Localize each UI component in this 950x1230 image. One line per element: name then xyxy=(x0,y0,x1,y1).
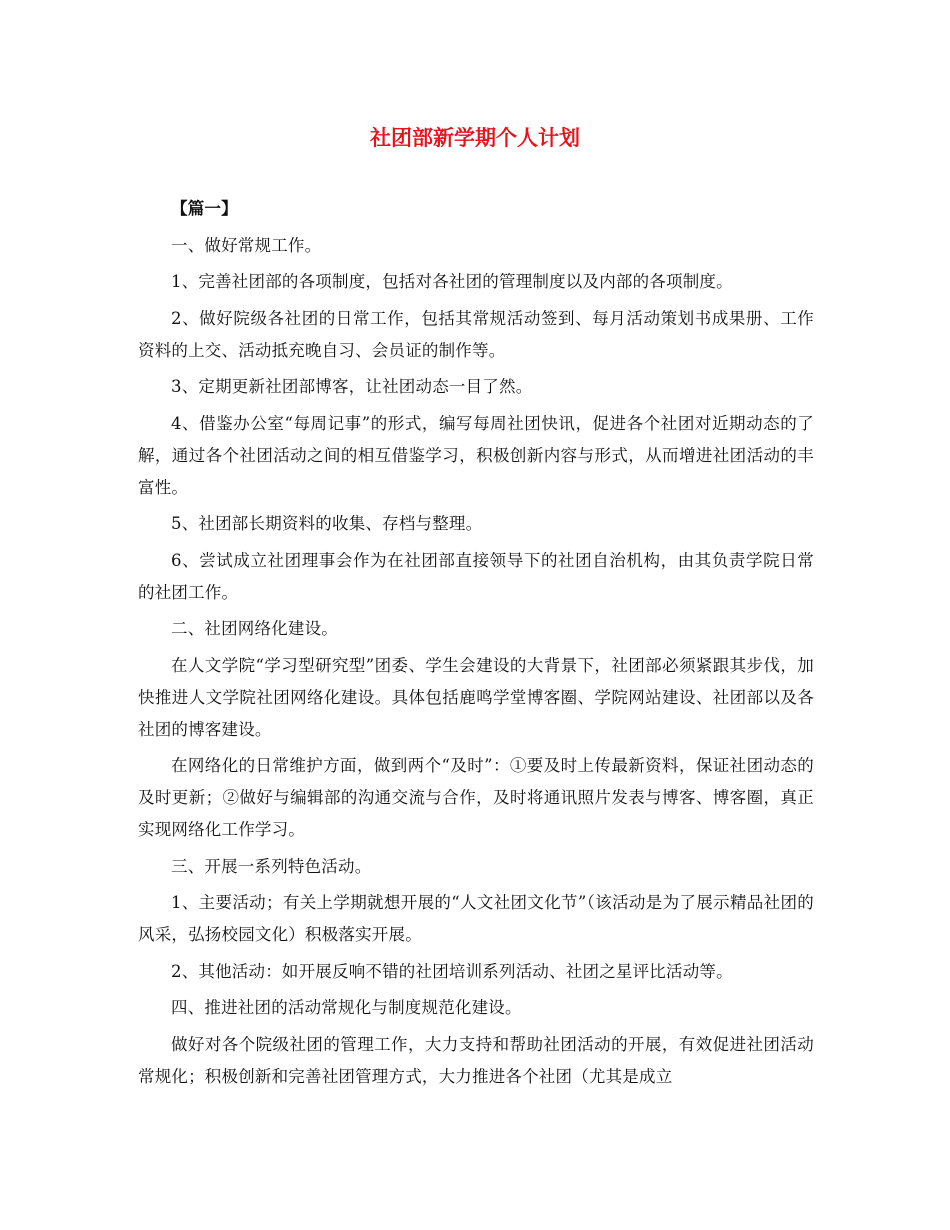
paragraph: 在人文学院“学习型研究型”团委、学生会建设的大背景下，社团部必须紧跟其步伐，加快推进人文学院社团网络化建设。具体包括鹿鸣学堂博客圈、学院网站建设、社团部以及各社团的博客建设。 xyxy=(138,655,814,739)
section-label: 【篇一】 xyxy=(171,199,238,218)
paragraph: 2、做好院级各社团的日常工作，包括其常规活动签到、每月活动策划书成果册、工作资料的上交、活动抵充晚自习、会员证的制作等。 xyxy=(138,308,814,360)
heading-4: 四、推进社团的活动常规化与制度规范化建设。 xyxy=(171,998,522,1017)
paragraph: 1、完善社团部的各项制度，包括对各社团的管理制度以及内部的各项制度。 xyxy=(171,272,733,291)
document-title: 社团部新学期个人计划 xyxy=(370,125,580,150)
document-body xyxy=(138,193,814,1097)
paragraph: 3、定期更新社团部博客，让社团动态一目了然。 xyxy=(171,377,533,396)
paragraph: 5、社团部长期资料的收集、存档与整理。 xyxy=(171,514,483,533)
paragraph: 做好对各个院级社团的管理工作，大力支持和帮助社团活动的开展，有效促进社团活动常规化；积极创新和完善社团管理方式，大力推进各个社团（尤其是成立 xyxy=(138,1034,814,1086)
heading-2: 二、社团网络化建设。 xyxy=(171,619,338,638)
paragraph: 2、其他活动：如开展反响不错的社团培训系列活动、社团之星评比活动等。 xyxy=(171,961,733,981)
heading-1: 一、做好常规工作。 xyxy=(171,235,322,255)
paragraph: 1、主要活动；有关上学期就想开展的“人文社团文化节”（该活动是为了展示精品社团的风采，弘扬校园文化）积极落实开展。 xyxy=(138,893,814,944)
paragraph: 在网络化的日常维护方面，做到两个“及时”：①要及时上传最新资料，保证社团动态的及时更新；②做好与编辑部的沟通交流与合作，及时将通讯照片发表与博客、博客圈，真正实现网络化工作学习。 xyxy=(138,756,814,839)
paragraph: 4、借鉴办公室“每周记事”的形式，编写每周社团快讯，促进各个社团对近期动态的了解，通过各个社团活动之间的相互借鉴学习，积极创新内容与形式，从而增进社团活动的丰富性。 xyxy=(138,413,814,497)
heading-3: 三、开展一系列特色活动。 xyxy=(171,856,372,876)
paragraph: 6、尝试成立社团理事会作为在社团部直接领导下的社团自治机构，由其负责学院日常的社团工作。 xyxy=(138,550,814,602)
